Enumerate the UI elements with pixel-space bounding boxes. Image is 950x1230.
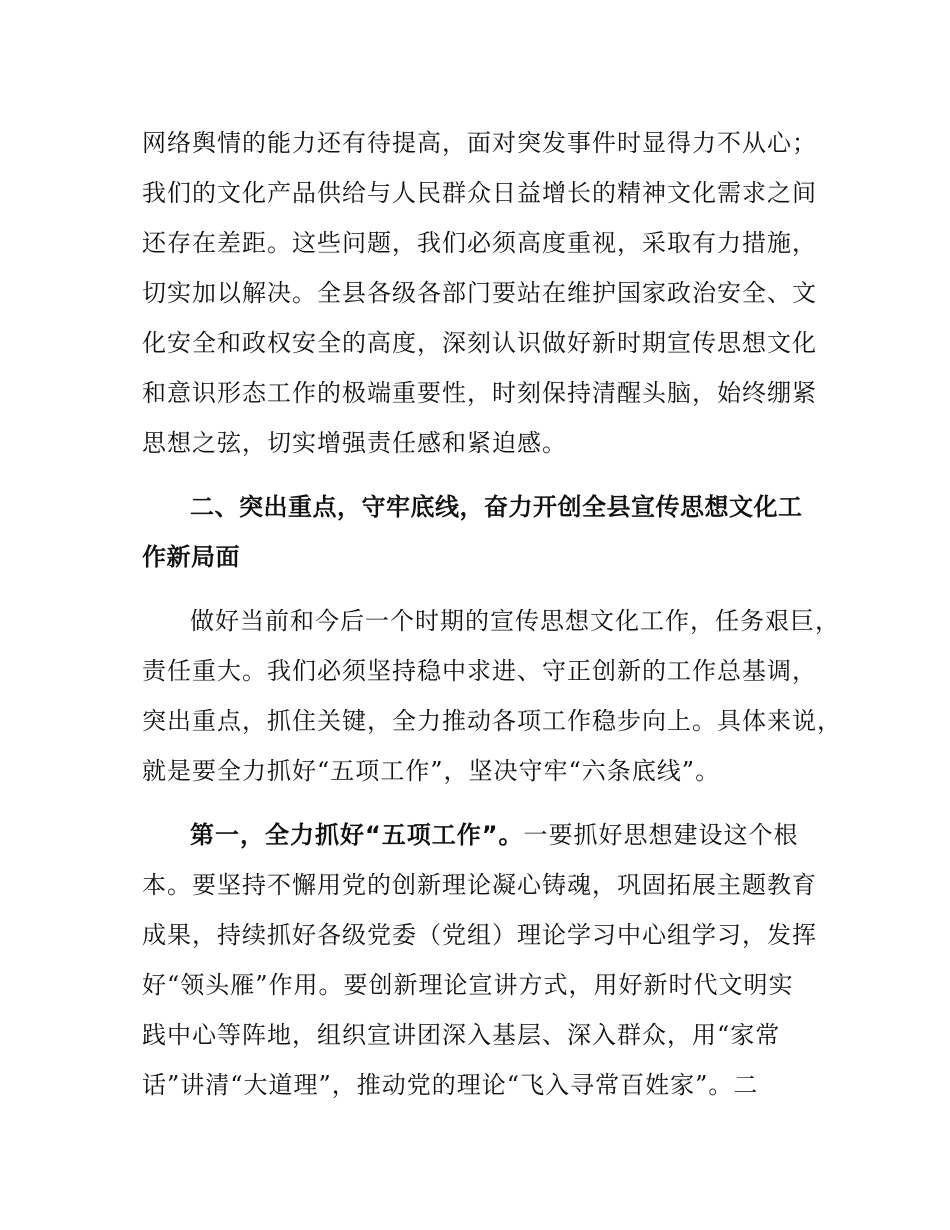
paragraph-line: 和意识形态工作的极端重要性，时刻保持清醒头脑，始终绷紧 (142, 379, 817, 407)
paragraph-line: 还存在差距。这些问题，我们必须高度重视，采取有力措施， (142, 229, 817, 257)
paragraph-line: 突出重点，抓住关键，全力推动各项工作稳步向上。具体来说， (142, 707, 842, 735)
paragraph-line: 成果，持续抓好各级党委（党组）理论学习中心组学习，发挥 (142, 921, 817, 949)
paragraph-lead-bold: 第一，全力抓好“五项工作”。 (190, 821, 524, 849)
paragraph-line: 本。要坚持不懈用党的创新理论凝心铸魂，巩固拓展主题教育 (142, 871, 817, 899)
paragraph-lead-line (190, 820, 870, 850)
paragraph-line: 好“领头雁”作用。要创新理论宣讲方式，用好新时代文明实 (142, 971, 794, 999)
paragraph-line: 思想之弦，切实增强责任感和紧迫感。 (142, 429, 567, 457)
paragraph-line: 化安全和政权安全的高度，深刻认识做好新时期宣传思想文化 (142, 329, 817, 357)
heading-line: 二、突出重点，守牢底线，奋力开创全县宣传思想文化工 (190, 493, 803, 521)
paragraph-line: 我们的文化产品供给与人民群众日益增长的精神文化需求之间 (142, 179, 817, 207)
paragraph-lead-rest: 一要抓好思想建设这个根 (523, 821, 799, 849)
paragraph-line: 话”讲清“大道理”，推动党的理论“飞入寻常百姓家”。二 (142, 1071, 759, 1099)
paragraph-line: 践中心等阵地，组织宣讲团深入基层、深入群众，用“家常 (142, 1021, 781, 1049)
paragraph-line: 就是要全力抓好“五项工作”，坚决守牢“六条底线”。 (142, 757, 721, 785)
paragraph-line: 切实加以解决。全县各级各部门要站在维护国家政治安全、文 (142, 279, 817, 307)
paragraph-line: 做好当前和今后一个时期的宣传思想文化工作，任务艰巨， (190, 607, 840, 635)
paragraph-line: 网络舆情的能力还有待提高，面对突发事件时显得力不从心； (142, 129, 817, 157)
heading-line: 作新局面 (142, 543, 240, 571)
paragraph-line: 责任重大。我们必须坚持稳中求进、守正创新的工作总基调， (142, 657, 817, 685)
